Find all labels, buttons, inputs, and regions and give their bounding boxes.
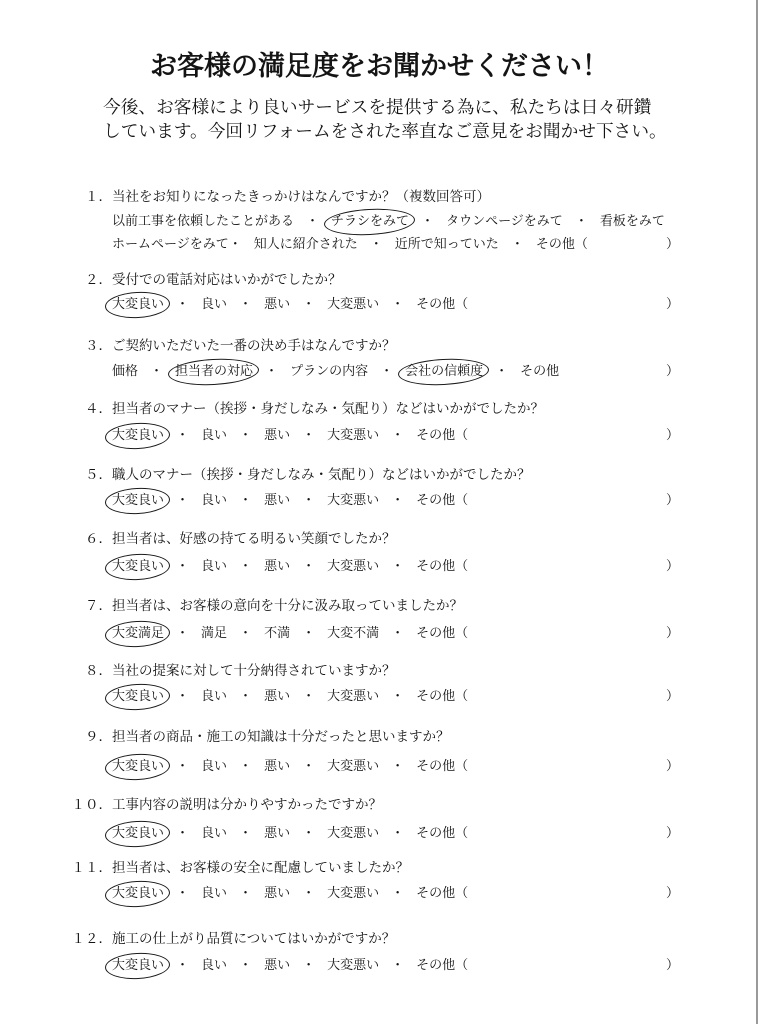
option-good: 良い [201, 689, 228, 704]
separator-dot: ・ [391, 559, 405, 574]
separator-dot: ・ [421, 214, 435, 229]
option-satisfied: 満足 [201, 626, 228, 641]
separator-dot: ・ [302, 759, 316, 774]
handwritten-circle-mark [323, 207, 415, 238]
separator-dot: ・ [176, 886, 190, 901]
question-number: ８． [85, 663, 112, 679]
separator-dot: ・ [239, 428, 253, 443]
option-other: その他（ [416, 759, 469, 774]
option-local-knowledge: 近所で知っていた [394, 237, 499, 252]
option-signboard: 看板をみて [599, 214, 665, 229]
option-friend-referral: 知人に紹介された [253, 237, 358, 252]
question-number: ４． [85, 401, 112, 417]
option-very-good: 大変良い [112, 885, 164, 903]
answer-options-row [0, 625, 768, 643]
question-number: ９． [85, 729, 112, 745]
separator-dot: ・ [228, 237, 242, 252]
handwritten-circle-mark [104, 486, 170, 515]
option-good: 良い [201, 958, 228, 973]
question-prompt [0, 466, 768, 484]
question-text: 受付での電話対応はいかがでしたか？ [112, 272, 342, 288]
handwritten-circle-mark [104, 290, 170, 319]
question-text: 担当者は、お客様の安全に配慮していましたか？ [112, 860, 409, 876]
option-very-bad: 大変悪い [327, 428, 380, 443]
separator-dot: ・ [391, 297, 405, 312]
intro-line-1: 今後、お客様により良いサービスを提供する為に、私たちは日々研鑽 [103, 98, 652, 118]
option-bad: 悪い [264, 759, 291, 774]
other-close-paren: ） [666, 759, 680, 774]
separator-dot: ・ [176, 826, 190, 841]
answer-options-row [0, 758, 768, 776]
option-very-good: 大変良い [112, 758, 164, 776]
question-text: 当社をお知りになったきっかけはなんですか？（複数回答可） [112, 189, 490, 205]
separator-dot: ・ [302, 626, 316, 641]
separator-dot: ・ [239, 689, 253, 704]
separator-dot: ・ [391, 886, 405, 901]
separator-dot: ・ [391, 493, 405, 508]
question-number: ７． [85, 598, 112, 614]
handwritten-circle-mark [104, 552, 170, 581]
question-prompt [0, 728, 768, 746]
separator-dot: ・ [302, 689, 316, 704]
option-very-bad: 大変悪い [327, 826, 380, 841]
option-bad: 悪い [264, 493, 291, 508]
answer-options-row [0, 688, 768, 706]
question-text: 当社の提案に対して十分納得されていますか？ [112, 663, 396, 679]
question-number: ３． [85, 338, 112, 354]
question-prompt [0, 337, 768, 355]
question-text: 担当者は、好感の持てる明るい笑顔でしたか？ [112, 531, 396, 547]
separator-dot: ・ [176, 559, 190, 574]
option-other: その他（ [416, 626, 469, 641]
separator-dot: ・ [239, 297, 253, 312]
question-number: ２． [85, 272, 112, 288]
other-close-paren: ） [666, 826, 680, 841]
option-very-good: 大変良い [112, 492, 164, 510]
option-very-bad: 大変悪い [327, 689, 380, 704]
separator-dot: ・ [380, 364, 394, 379]
option-good: 良い [201, 493, 228, 508]
question-number: ５． [85, 467, 112, 483]
option-bad: 悪い [264, 886, 291, 901]
handwritten-circle-mark [397, 357, 489, 388]
option-other: その他（ [416, 493, 469, 508]
other-close-paren: ） [666, 559, 680, 574]
option-bad: 悪い [264, 559, 291, 574]
separator-dot: ・ [302, 493, 316, 508]
question-prompt [0, 859, 768, 877]
survey-title: お客様の満足度をお聞かせください！ [150, 51, 609, 82]
option-bad: 悪い [264, 689, 291, 704]
question-text: 担当者は、お客様の意向を十分に汲み取っていましたか？ [112, 598, 463, 614]
option-very-bad: 大変悪い [327, 297, 380, 312]
answer-options-row [0, 957, 768, 975]
option-good: 良い [201, 297, 228, 312]
option-bad: 悪い [264, 297, 291, 312]
handwritten-circle-mark [104, 682, 170, 711]
option-very-good: 大変良い [112, 825, 164, 843]
option-bad: 悪い [264, 428, 291, 443]
separator-dot: ・ [176, 759, 190, 774]
answer-options-row [0, 427, 768, 445]
separator-dot: ・ [239, 886, 253, 901]
question-prompt [0, 597, 768, 615]
handwritten-circle-mark [167, 357, 259, 388]
option-other: その他（ [535, 237, 588, 252]
separator-dot: ・ [391, 826, 405, 841]
separator-dot: ・ [302, 428, 316, 443]
option-very-satisfied: 大変満足 [112, 625, 164, 643]
option-good: 良い [201, 826, 228, 841]
answer-options-row-2 [0, 236, 768, 254]
option-very-bad: 大変悪い [327, 886, 380, 901]
separator-dot: ・ [302, 958, 316, 973]
option-company-trust: 会社の信頼度 [405, 363, 483, 381]
intro-line-2: しています。今回リフォームをされた率直なご意見をお聞かせ下さい。 [103, 122, 667, 142]
other-close-paren: ） [666, 297, 680, 312]
option-other: その他（ [416, 559, 469, 574]
question-number: １０． [71, 797, 112, 813]
separator-dot: ・ [239, 826, 253, 841]
option-very-dissatisfied: 大変不満 [327, 626, 380, 641]
question-text: 工事内容の説明は分かりやすかったですか？ [112, 797, 382, 813]
option-plan-content: プランの内容 [290, 364, 369, 379]
option-very-good: 大変良い [112, 296, 164, 314]
option-very-good: 大変良い [112, 688, 164, 706]
other-close-paren: ） [666, 237, 680, 252]
answer-options-row [0, 296, 768, 314]
option-town-page: タウンページをみて [446, 214, 563, 229]
answer-options-row [0, 558, 768, 576]
separator-dot: ・ [574, 214, 588, 229]
option-good: 良い [201, 759, 228, 774]
question-number: １１． [71, 860, 112, 876]
other-close-paren: ） [666, 689, 680, 704]
answer-options-row [0, 363, 768, 381]
separator-dot: ・ [239, 759, 253, 774]
separator-dot: ・ [150, 364, 164, 379]
question-text: 職人のマナー（挨拶・身だしなみ・気配り）などはいかがでしたか？ [112, 467, 531, 483]
question-prompt [0, 188, 768, 206]
option-very-bad: 大変悪い [327, 958, 380, 973]
separator-dot: ・ [176, 626, 190, 641]
separator-dot: ・ [239, 493, 253, 508]
question-number: １２． [71, 931, 112, 947]
option-bad: 悪い [264, 958, 291, 973]
separator-dot: ・ [302, 297, 316, 312]
answer-options-row [0, 885, 768, 903]
question-prompt [0, 662, 768, 680]
separator-dot: ・ [391, 626, 405, 641]
option-very-good: 大変良い [112, 957, 164, 975]
separator-dot: ・ [176, 428, 190, 443]
other-close-paren: ） [666, 626, 680, 641]
option-dissatisfied: 不満 [264, 626, 291, 641]
option-flyer: チラシをみて [331, 213, 409, 231]
option-other: その他（ [416, 689, 469, 704]
other-close-paren: ） [666, 428, 680, 443]
separator-dot: ・ [239, 626, 253, 641]
option-bad: 悪い [264, 826, 291, 841]
separator-dot: ・ [176, 493, 190, 508]
handwritten-circle-mark [104, 819, 170, 848]
other-close-paren: ） [666, 493, 680, 508]
question-number: ６． [85, 531, 112, 547]
option-very-bad: 大変悪い [327, 759, 380, 774]
option-homepage: ホームページをみて [112, 237, 229, 252]
option-good: 良い [201, 559, 228, 574]
question-text: 担当者の商品・施工の知識は十分だったと思いますか？ [112, 729, 450, 745]
question-text: 施工の仕上がり品質についてはいかがですか？ [112, 931, 396, 947]
handwritten-circle-mark [104, 879, 170, 908]
separator-dot: ・ [302, 559, 316, 574]
handwritten-circle-mark [104, 619, 170, 648]
option-other: その他（ [416, 958, 469, 973]
separator-dot: ・ [306, 214, 320, 229]
answer-options-row-1 [0, 213, 768, 231]
question-number: １． [85, 189, 112, 205]
handwritten-circle-mark [104, 752, 170, 781]
answer-options-row [0, 825, 768, 843]
option-other: その他（ [416, 428, 469, 443]
separator-dot: ・ [239, 958, 253, 973]
option-other: その他（ [416, 886, 469, 901]
question-prompt [0, 530, 768, 548]
handwritten-circle-mark [104, 951, 170, 980]
separator-dot: ・ [176, 958, 190, 973]
question-prompt [0, 796, 768, 814]
question-prompt [0, 400, 768, 418]
separator-dot: ・ [391, 689, 405, 704]
separator-dot: ・ [265, 364, 279, 379]
option-very-bad: 大変悪い [327, 559, 380, 574]
question-text: ご契約いただいた一番の決め手はなんですか？ [112, 338, 396, 354]
separator-dot: ・ [391, 958, 405, 973]
other-close-paren: ） [666, 958, 680, 973]
other-close-paren: ） [666, 364, 680, 379]
separator-dot: ・ [239, 559, 253, 574]
separator-dot: ・ [302, 826, 316, 841]
question-prompt [0, 930, 768, 948]
option-very-good: 大変良い [112, 558, 164, 576]
separator-dot: ・ [510, 237, 524, 252]
option-good: 良い [201, 428, 228, 443]
separator-dot: ・ [495, 364, 509, 379]
option-previous-work-request: 以前工事を依頼したことがある [112, 214, 295, 229]
separator-dot: ・ [391, 759, 405, 774]
option-staff-response: 担当者の対応 [175, 363, 253, 381]
handwritten-circle-mark [104, 421, 170, 450]
question-prompt [0, 271, 768, 289]
other-close-paren: ） [666, 886, 680, 901]
separator-dot: ・ [302, 886, 316, 901]
option-other: その他 [520, 364, 560, 379]
option-very-bad: 大変悪い [327, 493, 380, 508]
option-other: その他（ [416, 297, 469, 312]
separator-dot: ・ [176, 689, 190, 704]
separator-dot: ・ [176, 297, 190, 312]
separator-dot: ・ [369, 237, 383, 252]
option-very-good: 大変良い [112, 427, 164, 445]
option-price: 価格 [112, 364, 139, 379]
option-other: その他（ [416, 826, 469, 841]
question-text: 担当者のマナー（挨拶・身だしなみ・気配り）などはいかがでしたか？ [112, 401, 544, 417]
separator-dot: ・ [391, 428, 405, 443]
option-good: 良い [201, 886, 228, 901]
answer-options-row [0, 492, 768, 510]
